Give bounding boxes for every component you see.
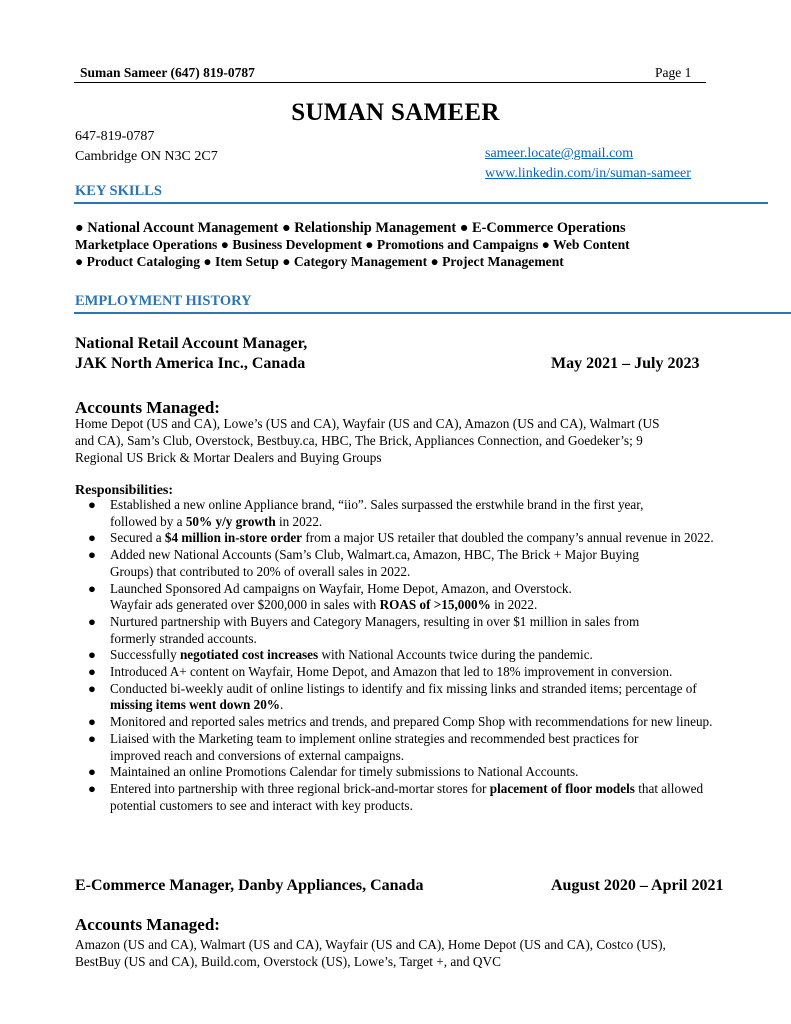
- responsibility-text: Introduced A+ content on Wayfair, Home Depot, and Amazon that led to 18% improvement in conversion.: [110, 664, 673, 680]
- skills-line-2: Marketplace Operations ● Business Development ● Promotions and Campaigns ● Web Content: [75, 237, 630, 252]
- responsibility-line: [110, 631, 775, 648]
- responsibility-item: [85, 530, 775, 547]
- responsibility-emphasis: missing items went down 20%: [110, 697, 280, 713]
- bullet-icon: ●: [88, 530, 96, 546]
- responsibility-item: [85, 681, 775, 714]
- responsibility-line: [110, 530, 775, 547]
- responsibility-text: potential customers to see and interact with key products.: [110, 797, 413, 813]
- job1-accounts-line-3: Regional US Brick & Mortar Dealers and Buying Groups: [75, 450, 382, 465]
- responsibility-emphasis: 50% y/y growth: [185, 513, 276, 529]
- bullet-icon: ●: [88, 780, 96, 796]
- bullet-icon: ●: [88, 613, 96, 629]
- job2-title: E-Commerce Manager, Danby Appliances, Canada: [75, 877, 424, 894]
- bullet-icon: ●: [88, 497, 96, 512]
- responsibility-text: with National Accounts twice during the pandemic.: [318, 647, 593, 663]
- responsibility-line: [110, 597, 775, 614]
- responsibility-line: [110, 714, 775, 731]
- responsibility-item: [85, 764, 775, 781]
- bullet-icon: ●: [88, 714, 96, 730]
- contact-phone: 647-819-0787: [75, 129, 155, 144]
- job2-dates: August 2020 – April 2021: [551, 877, 724, 894]
- responsibility-text: followed by a: [110, 513, 186, 529]
- responsibility-text: Liaised with the Marketing team to implement online strategies and recommended best practices for: [110, 730, 639, 746]
- responsibility-text: Added new National Accounts (Sam’s Club, Walmart.ca, Amazon, HBC, The Brick + Major Buying: [110, 547, 639, 563]
- responsibility-item: [85, 781, 775, 814]
- responsibility-item: [85, 664, 775, 681]
- responsibility-item: [85, 731, 775, 764]
- responsibility-line: [110, 497, 775, 514]
- job1-accounts-heading: Accounts Managed:: [75, 398, 220, 417]
- responsibility-text: Nurtured partnership with Buyers and Category Managers, resulting in over $1 million in sales from: [110, 613, 640, 629]
- job1-company: JAK North America Inc., Canada: [75, 355, 306, 372]
- bullet-icon: ●: [88, 547, 96, 563]
- responsibility-text: .: [279, 697, 284, 713]
- responsibility-text: formerly stranded accounts.: [110, 630, 257, 646]
- responsibility-text: in 2022.: [275, 513, 323, 529]
- job2-accounts-heading: Accounts Managed:: [75, 915, 220, 934]
- responsibility-text: in 2022.: [490, 597, 538, 613]
- responsibility-line: [110, 781, 775, 798]
- responsibility-item: [85, 581, 775, 614]
- responsibility-text: Secured a: [110, 530, 165, 546]
- bullet-icon: ●: [88, 580, 96, 596]
- skills-line-1: ● National Account Management ● Relationship Management ● E-Commerce Operations: [75, 220, 626, 236]
- skills-line-3: ● Product Cataloging ● Item Setup ● Category Management ● Project Management: [75, 254, 564, 269]
- section-employment-history: EMPLOYMENT HISTORY: [75, 293, 252, 309]
- responsibility-line: [110, 681, 775, 698]
- responsibility-text: Launched Sponsored Ad campaigns on Wayfair, Home Depot, Amazon, and Overstock.: [110, 580, 572, 596]
- responsibility-line: [110, 731, 775, 748]
- bullet-icon: ●: [88, 647, 96, 663]
- responsibility-text: Conducted bi-weekly audit of online listings to identify and fix missing links and stranded items; percentage of: [110, 680, 697, 696]
- bullet-icon: ●: [88, 664, 96, 680]
- job1-responsibilities-list: [85, 497, 775, 814]
- responsibility-text: Monitored and reported sales metrics and trends, and prepared Comp Shop with recommendations for new lineup.: [110, 714, 713, 730]
- linkedin-link[interactable]: www.linkedin.com/in/suman-sameer: [485, 166, 691, 181]
- job1-dates: May 2021 – July 2023: [551, 355, 700, 372]
- responsibility-text: Successfully: [110, 647, 180, 663]
- job1-accounts-line-1: Home Depot (US and CA), Lowe’s (US and CA), Wayfair (US and CA), Amazon (US and CA), Walmart (US: [75, 416, 660, 431]
- responsibility-line: [110, 647, 775, 664]
- responsibility-text: that allowed: [634, 780, 704, 796]
- responsibility-line: [110, 514, 775, 531]
- responsibility-item: [85, 714, 775, 731]
- responsibility-line: [110, 764, 775, 781]
- responsibility-item: [85, 547, 775, 580]
- contact-address: Cambridge ON N3C 2C7: [75, 149, 218, 164]
- bullet-icon: ●: [88, 680, 96, 696]
- responsibility-line: [110, 664, 775, 681]
- header-rule: [74, 82, 706, 83]
- responsibility-text: from a major US retailer that doubled the company’s annual revenue in 2022.: [302, 530, 714, 546]
- job1-accounts-line-2: and CA), Sam’s Club, Overstock, Bestbuy.ca, HBC, The Brick, Appliances Connection, and Goedeker’s; 9: [75, 433, 643, 448]
- bullet-icon: ●: [88, 730, 96, 746]
- responsibility-item: [85, 497, 775, 530]
- responsibility-emphasis: $4 million in-store order: [164, 530, 303, 546]
- responsibility-text: improved reach and conversions of external campaigns.: [110, 747, 405, 763]
- page-number: Page 1: [655, 65, 692, 80]
- responsibility-line: [110, 697, 775, 714]
- responsibility-emphasis: negotiated cost increases: [179, 647, 319, 663]
- responsibility-line: [110, 581, 775, 598]
- responsibility-text: Entered into partnership with three regional brick-and-mortar stores for: [110, 780, 490, 796]
- resume-name: SUMAN SAMEER: [291, 99, 500, 126]
- job1-responsibilities-heading: Responsibilities:: [75, 483, 174, 498]
- responsibility-line: [110, 614, 775, 631]
- responsibility-line: [110, 564, 775, 581]
- job2-accounts-line-2: BestBuy (US and CA), Build.com, Overstock (US), Lowe’s, Target +, and QVC: [75, 954, 501, 969]
- responsibility-text: Established a new online Appliance brand, “iio”. Sales surpassed the erstwhile brand in the first year,: [110, 497, 644, 512]
- responsibility-emphasis: placement of floor models: [489, 780, 635, 796]
- job1-title: National Retail Account Manager,: [75, 335, 308, 352]
- email-link[interactable]: sameer.locate@gmail.com: [485, 146, 634, 161]
- responsibility-item: [85, 647, 775, 664]
- responsibility-line: [110, 798, 775, 815]
- job2-accounts-line-1: Amazon (US and CA), Walmart (US and CA), Wayfair (US and CA), Home Depot (US and CA), Costco (US),: [75, 937, 666, 952]
- page-header-name-phone: Suman Sameer (647) 819-0787: [80, 65, 255, 80]
- responsibility-text: Groups) that contributed to 20% of overall sales in 2022.: [110, 563, 411, 579]
- responsibility-emphasis: ROAS of >15,000%: [379, 597, 491, 613]
- responsibility-line: [110, 547, 775, 564]
- responsibility-text: Maintained an online Promotions Calendar for timely submissions to National Accounts.: [110, 764, 579, 780]
- key-skills-rule: [74, 202, 768, 204]
- section-key-skills: KEY SKILLS: [75, 183, 162, 199]
- responsibility-item: [85, 614, 775, 647]
- bullet-icon: ●: [88, 764, 96, 780]
- employment-rule: [74, 312, 791, 314]
- responsibility-line: [110, 748, 775, 765]
- responsibility-text: Wayfair ads generated over $200,000 in sales with: [110, 597, 380, 613]
